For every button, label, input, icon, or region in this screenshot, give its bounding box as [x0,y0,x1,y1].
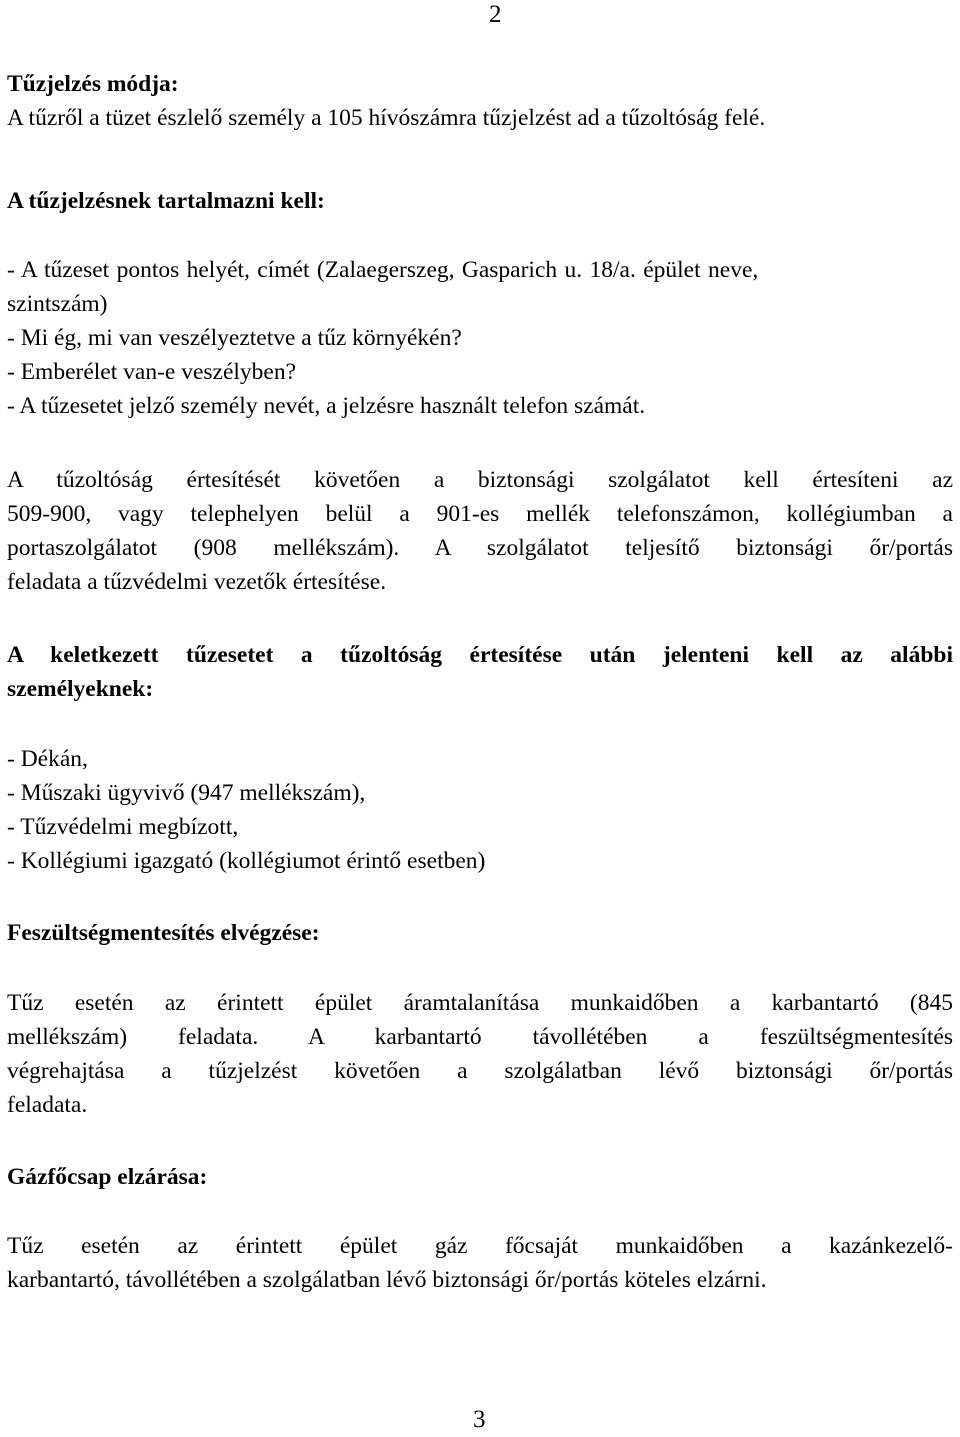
power-off-section [7,916,953,950]
list-item: - Mi ég, mi van veszélyeztetve a tűz környékén? [7,325,462,351]
paragraph-line: végrehajtása a tűzjelzést követően a szolgálatban lévő biztonsági őr/portás [7,1058,953,1084]
alarm-contents-list [7,253,953,423]
list-item: - Emberélet van-e veszélyben? [7,359,297,385]
power-off-heading: Feszültségmentesítés elvégzése: [7,920,320,946]
paragraph-line: feladata a tűzvédelmi vezetők értesítése. [7,569,387,595]
gas-valve-section [7,1160,953,1194]
report-persons-list [7,742,953,878]
fire-alarm-heading: Tűzjelzés módja: [7,71,179,97]
alarm-contents-heading: A tűzjelzésnek tartalmazni kell: [7,188,325,214]
list-item: - Műszaki ügyvivő (947 mellékszám), [7,780,366,806]
paragraph-line: mellékszám) feladata. A karbantartó távollétében a feszültségmentesítés [7,1024,953,1050]
paragraph-line: Tűz esetén az érintett épület gáz főcsaját munkaidőben a kazánkezelő- [7,1233,953,1259]
paragraph-line: portaszolgálatot (908 mellékszám). A szolgálatot teljesítő biztonsági őr/portás [7,535,953,561]
list-item: - A tűzeset pontos helyét, címét (Zalaegerszeg, Gasparich u. 18/a. épület neve, [7,257,759,283]
list-item: - Dékán, [7,746,88,772]
page-number-top: 2 [489,1,502,28]
heading-line: személyeknek: [7,676,154,702]
paragraph-line: Tűz esetén az érintett épület áramtalanítása munkaidőben a karbantartó (845 [7,990,953,1016]
fire-alarm-text: A tűzről a tüzet észlelő személy a 105 hívószámra tűzjelzést ad a tűzoltóság felé. [7,105,766,131]
power-off-paragraph [7,986,953,1122]
paragraph-line: karbantartó, távollétében a szolgálatban lévő biztonsági őr/portás köteles elzárni. [7,1267,767,1293]
list-item: szintszám) [7,291,108,317]
paragraph-line: 509-900, vagy telephelyen belül a 901-es mellék telefonszámon, kollégiumban a [7,501,953,527]
fire-alarm-section [7,67,953,135]
security-notify-paragraph [7,463,953,599]
page-number-bottom: 3 [473,1406,486,1433]
paragraph-line: feladata. [7,1092,88,1118]
list-item: - Tűzvédelmi megbízott, [7,814,239,840]
list-item: - Kollégiumi igazgató (kollégiumot érintő esetben) [7,848,486,874]
heading-line: A keletkezett tűzesetet a tűzoltóság értesítése után jelenteni kell az alábbi [7,642,953,668]
alarm-contents-section [7,184,953,218]
paragraph-line: A tűzoltóság értesítését követően a biztonsági szolgálatot kell értesíteni az [7,467,953,493]
report-persons-heading [7,638,953,706]
gas-valve-paragraph [7,1229,953,1297]
gas-valve-heading: Gázfőcsap elzárása: [7,1164,208,1190]
list-item: - A tűzesetet jelző személy nevét, a jelzésre használt telefon számát. [7,393,646,419]
